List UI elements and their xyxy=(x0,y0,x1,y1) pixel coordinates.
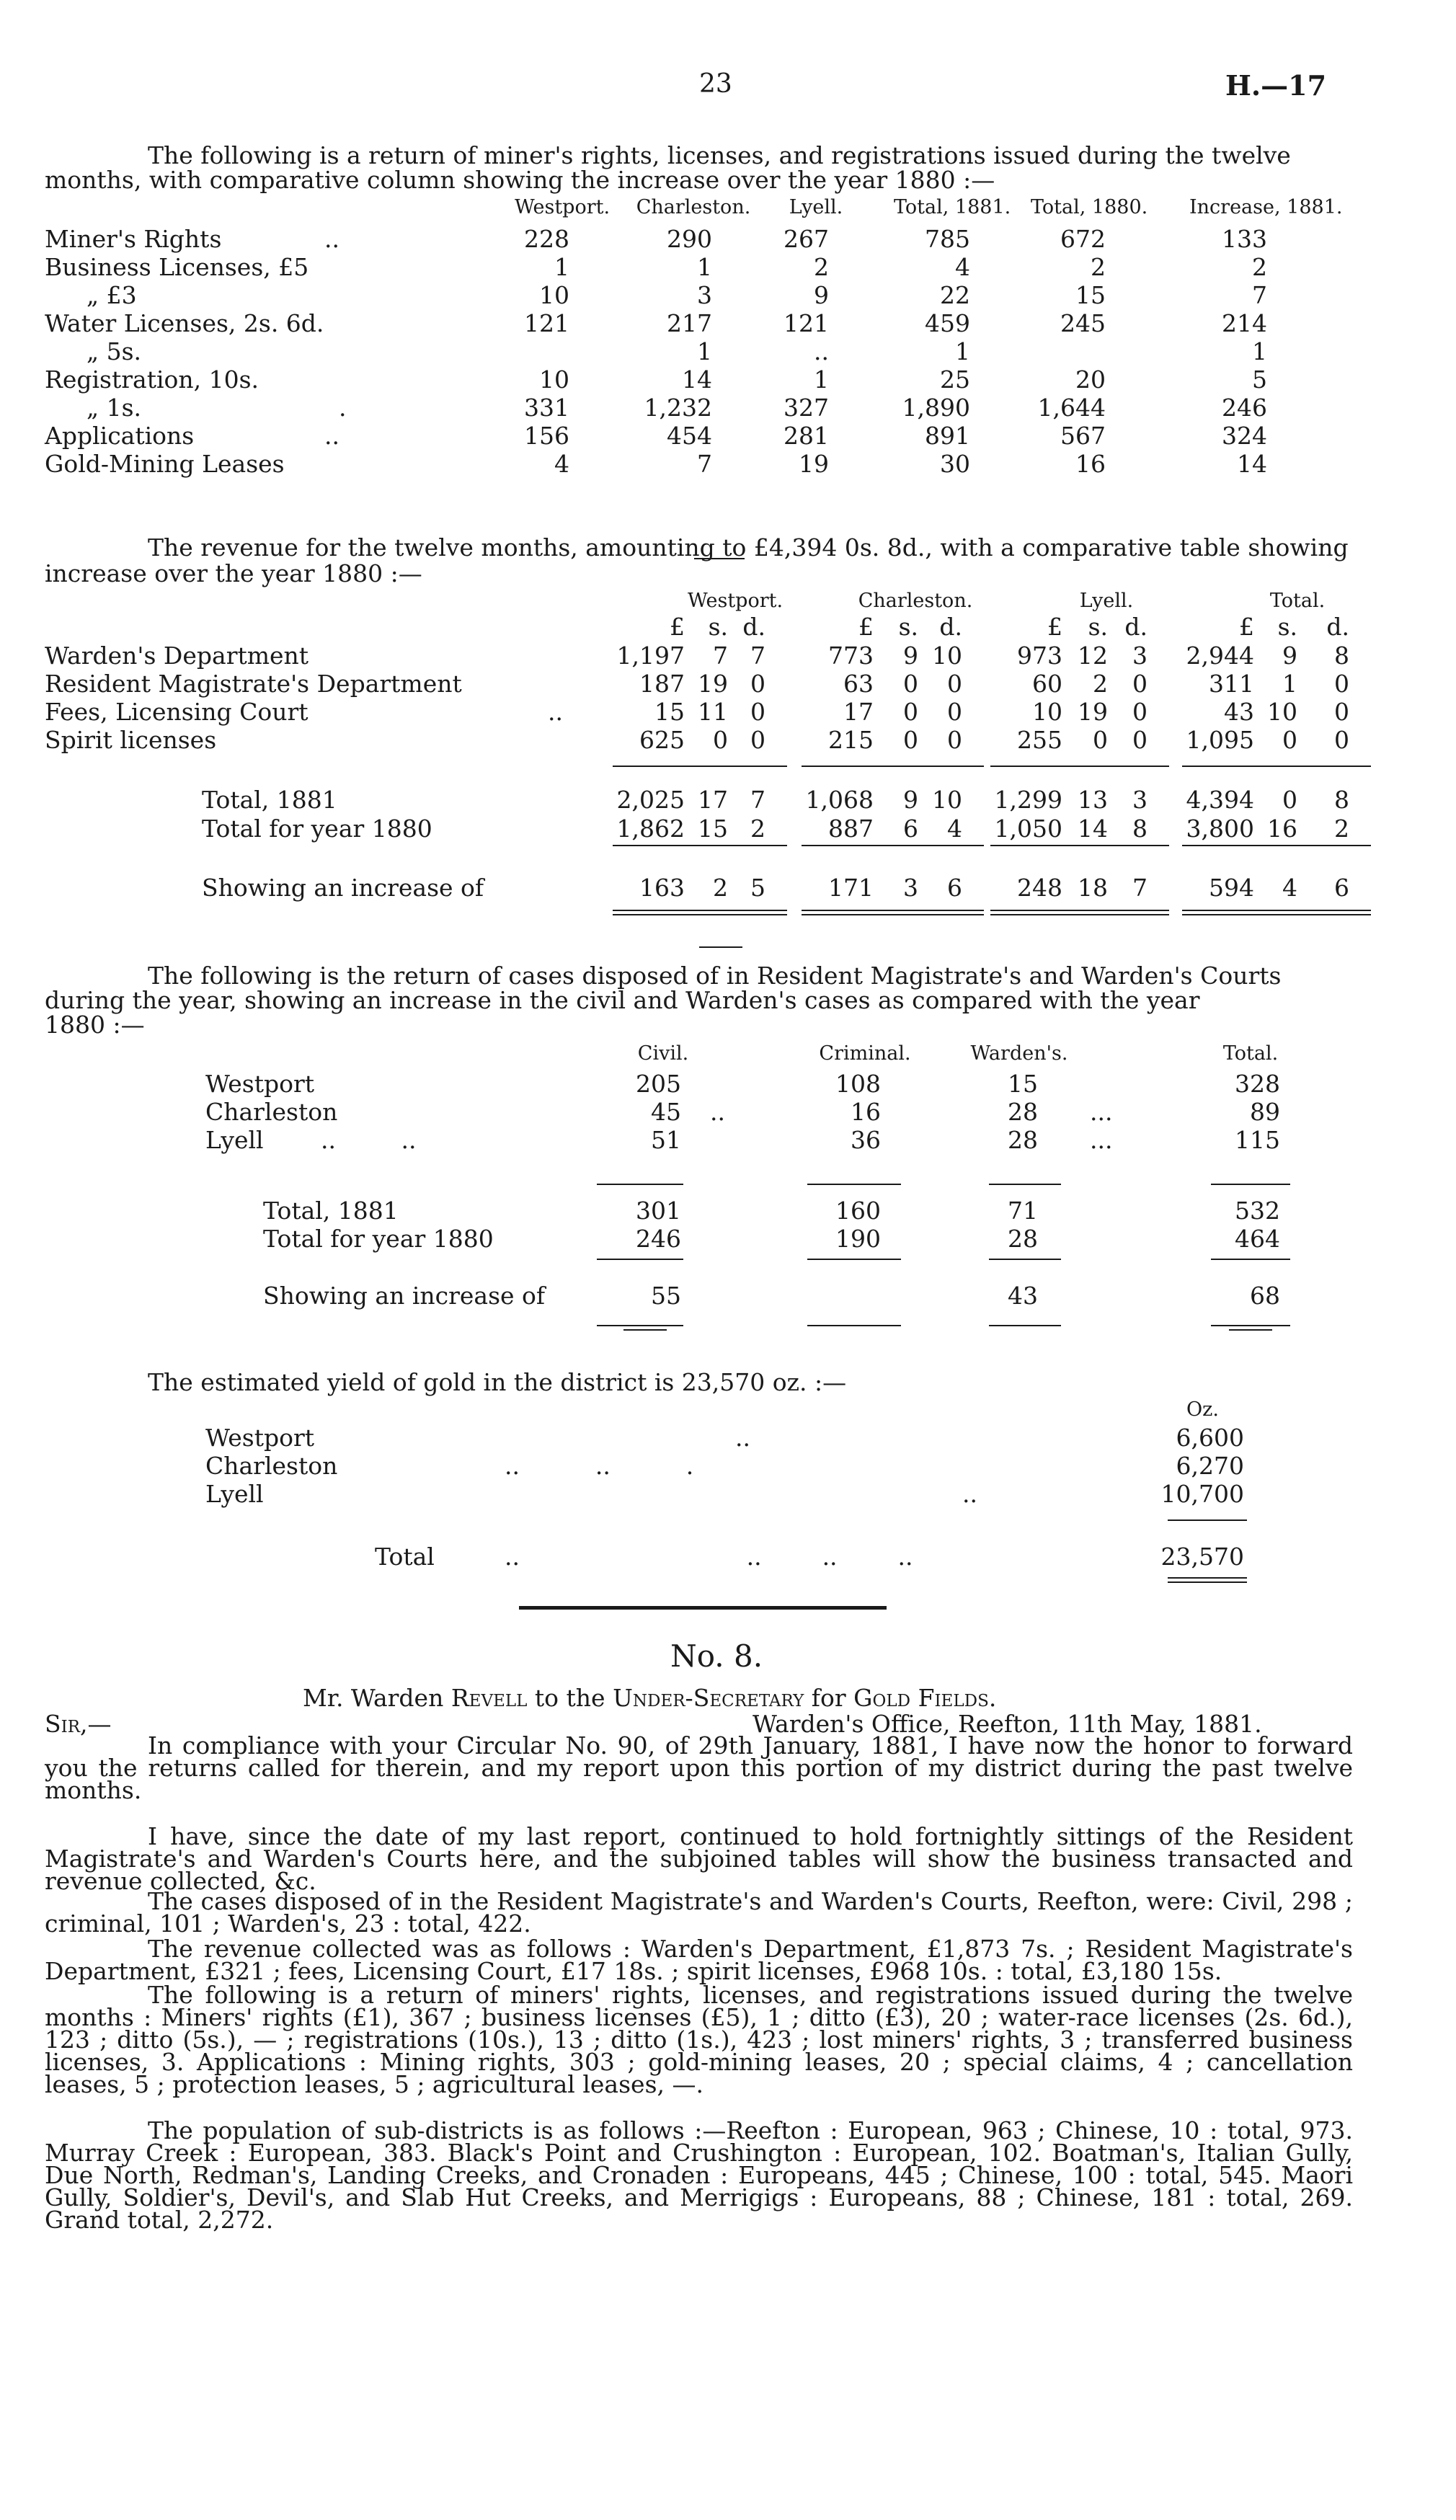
table1-row-leader: .. xyxy=(324,225,339,253)
table1-cell: 267 xyxy=(784,225,829,253)
table1-cell: 16 xyxy=(1075,450,1106,478)
table2-shillings: 9 xyxy=(1282,642,1297,670)
table1-row-label: Gold-Mining Leases xyxy=(45,450,285,478)
letter-paragraph: In compliance with your Circular No. 90, of 29th January, 1881, I have now the honor to forward you the returns called for therein, and my report upon this portion of my district during the past twelve months. xyxy=(45,1731,1353,1804)
table1-cell: 245 xyxy=(1060,309,1106,337)
table1-cell: 672 xyxy=(1060,225,1106,253)
table1-cell: 1,890 xyxy=(902,394,970,422)
table3-row-leader: ... xyxy=(1090,1098,1113,1126)
table2-row-label: Resident Magistrate's Department xyxy=(45,670,462,698)
table2-pounds: 10 xyxy=(1032,698,1062,726)
table2-pence: 3 xyxy=(1132,786,1148,814)
table3-cell: 43 xyxy=(1008,1282,1038,1310)
table1-cell: 30 xyxy=(940,450,970,478)
table4-double-rule xyxy=(1168,1577,1247,1579)
table2-pence: 0 xyxy=(1132,670,1148,698)
table3-row-leader: .. xyxy=(710,1098,725,1126)
table2-double-rule xyxy=(1182,910,1371,911)
table1-col-header: Charleston. xyxy=(636,196,751,218)
table3-cell: 160 xyxy=(835,1197,881,1225)
table1-intro-line2: months, with comparative column showing the increase over the year 1880 :— xyxy=(45,166,995,194)
table3-cell: 246 xyxy=(636,1225,681,1253)
table1-cell: 454 xyxy=(667,422,712,450)
table3-cell: 28 xyxy=(1008,1225,1038,1253)
table4-row-leader: .. .. . xyxy=(505,1452,694,1480)
table2-shillings: 13 xyxy=(1078,786,1108,814)
table1-row-label: Registration, 10s. xyxy=(45,365,259,394)
table2-unit-shillings: s. xyxy=(708,613,728,641)
table2-unit-shillings: s. xyxy=(898,613,918,641)
table2-pounds: 973 xyxy=(1017,642,1062,670)
table4-intro: The estimated yield of gold in the district is 23,570 oz. :— xyxy=(148,1368,847,1396)
table2-double-rule xyxy=(802,914,984,915)
table3-row-leader: .. .. xyxy=(321,1126,417,1154)
table2-shillings: 9 xyxy=(903,642,918,670)
table2-shillings: 7 xyxy=(713,642,728,670)
table2-top-rule xyxy=(694,558,745,559)
table1-col-header: Total, 1880. xyxy=(1031,196,1148,218)
table2-shillings: 12 xyxy=(1078,642,1108,670)
table1-cell: 459 xyxy=(925,309,970,337)
table2-shillings: 2 xyxy=(713,874,728,902)
table2-shillings: 6 xyxy=(903,815,918,843)
table2-row-leader: .. xyxy=(548,698,563,726)
table1-cell: 1 xyxy=(1252,337,1267,365)
table3-cell: 28 xyxy=(1008,1098,1038,1126)
table2-pounds: 773 xyxy=(828,642,874,670)
table1-row-label: „ £3 xyxy=(86,281,137,309)
table1-cell: 15 xyxy=(1075,281,1106,309)
table2-sum-rule xyxy=(802,845,984,846)
table2-pounds: 1,197 xyxy=(616,642,685,670)
table1-cell: 133 xyxy=(1222,225,1267,253)
table1-col-header: Increase, 1881. xyxy=(1189,196,1343,218)
table3-double-rule xyxy=(1211,1325,1290,1326)
table2-shillings: 0 xyxy=(1093,726,1108,754)
table2-pence: 6 xyxy=(1334,874,1349,902)
table2-pence: 10 xyxy=(932,642,962,670)
table1-cell: .. xyxy=(814,337,829,365)
table2-pence: 8 xyxy=(1132,815,1148,843)
table2-col-header: Westport. xyxy=(687,590,784,612)
table1-col-header: Total, 1881. xyxy=(894,196,1011,218)
table2-shillings: 0 xyxy=(903,670,918,698)
table2-pence: 0 xyxy=(1132,698,1148,726)
table2-row-label: Warden's Department xyxy=(45,642,309,670)
table4-row-label: Charleston xyxy=(205,1452,338,1480)
heading-mid: to the xyxy=(527,1684,613,1712)
table4-row-leader: .. xyxy=(735,1424,750,1452)
table1-cell: 1 xyxy=(814,365,829,394)
table2-pence: 0 xyxy=(750,698,765,726)
table3-cell: 205 xyxy=(636,1070,681,1098)
table1-cell: 327 xyxy=(784,394,829,422)
table2-pounds: 2,944 xyxy=(1186,642,1254,670)
table2-sum-rule xyxy=(802,766,984,767)
table3-sum-rule xyxy=(597,1184,683,1185)
table2-pence: 7 xyxy=(750,642,765,670)
table1-cell: 4 xyxy=(955,253,970,281)
table1-cell: 290 xyxy=(667,225,712,253)
table4-sum-rule xyxy=(1168,1519,1247,1521)
table3-intro-line3: 1880 :— xyxy=(45,1011,145,1039)
table2-shillings: 0 xyxy=(903,726,918,754)
table2-shillings: 2 xyxy=(1093,670,1108,698)
table3-cell: 532 xyxy=(1235,1197,1280,1225)
table2-double-rule xyxy=(990,910,1169,911)
table2-unit-pound: £ xyxy=(670,613,685,641)
table2-shillings: 3 xyxy=(903,874,918,902)
table3-row-leader: ... xyxy=(1090,1126,1113,1154)
table2-unit-pence: d. xyxy=(742,613,765,641)
letter-paragraph: The population of sub-districts is as follows :—Reefton : European, 963 ; Chinese, 10 : total, 973. Murray Creek : European, 383. Black's Point and Crushington : European, 102. Boatman's, Italian Gully, Due North, Redman's, Landing Creeks, and Cronaden : Europeans, 445 ; Chinese, 100 : total, 545. Maori Gully, Soldier's, Devil's, and Slab Hut Creeks, and Merrigigs : Europeans, 88 ; Chinese, 181 : total, 269. Grand total, 2,272. xyxy=(45,2116,1353,2234)
table2-intro-line2: increase over the year 1880 :— xyxy=(45,559,422,587)
table1-cell: 14 xyxy=(1237,450,1267,478)
table2-col-header: Lyell. xyxy=(1079,590,1134,612)
table1-cell: 217 xyxy=(667,309,712,337)
table2-pounds: 1,068 xyxy=(805,786,874,814)
table2-shillings: 0 xyxy=(1282,786,1297,814)
table2-unit-pound: £ xyxy=(1239,613,1254,641)
table2-shillings: 0 xyxy=(1282,726,1297,754)
heading-office: Under-Secretary xyxy=(613,1684,804,1712)
table2-pounds: 248 xyxy=(1017,874,1062,902)
table2-sum-rule xyxy=(990,766,1169,767)
table2-shillings: 14 xyxy=(1078,815,1108,843)
table1-row-leader: . xyxy=(339,394,347,422)
table2-pounds: 311 xyxy=(1209,670,1254,698)
table1-cell: 22 xyxy=(940,281,970,309)
table3-cell: 115 xyxy=(1235,1126,1280,1154)
table1-row-label: Miner's Rights xyxy=(45,225,222,253)
table2-increase-label: Showing an increase of xyxy=(202,874,484,902)
heading-end: . xyxy=(988,1684,997,1712)
letter-heading xyxy=(303,1684,996,1712)
table1-col-header: Lyell. xyxy=(789,196,843,218)
page-number: 23 xyxy=(699,69,732,99)
table2-pence: 2 xyxy=(1334,815,1349,843)
table2-sum-rule xyxy=(990,845,1169,846)
table2-pounds: 625 xyxy=(639,726,685,754)
table1-cell: 1 xyxy=(697,337,712,365)
table1-row-label: Business Licenses, £5 xyxy=(45,253,309,281)
table1-row-label: „ 1s. xyxy=(86,394,142,422)
table1-row-label: Water Licenses, 2s. 6d. xyxy=(45,309,324,337)
letter-number: No. 8. xyxy=(670,1638,763,1674)
table2-unit-pence: d. xyxy=(939,613,962,641)
table2-pence: 0 xyxy=(750,726,765,754)
table3-cell: 464 xyxy=(1235,1225,1280,1253)
table2-sum-rule xyxy=(1182,766,1371,767)
table4-total-value: 23,570 xyxy=(1160,1543,1244,1571)
table1-cell: 156 xyxy=(524,422,569,450)
table1-cell: 121 xyxy=(524,309,569,337)
separator-rule xyxy=(699,946,742,948)
table3-cell: 45 xyxy=(651,1098,681,1126)
table2-unit-pound: £ xyxy=(858,613,874,641)
table3-cell: 55 xyxy=(651,1282,681,1310)
table1-cell: 1,644 xyxy=(1037,394,1106,422)
table2-unit-pence: d. xyxy=(1326,613,1349,641)
table1-cell: 4 xyxy=(554,450,569,478)
table2-shillings: 4 xyxy=(1282,874,1297,902)
table2-pence: 0 xyxy=(1334,698,1349,726)
table2-shillings: 9 xyxy=(903,786,918,814)
table2-pence: 0 xyxy=(1334,726,1349,754)
table2-pounds: 163 xyxy=(639,874,685,902)
table4-double-rule xyxy=(1168,1581,1247,1583)
table3-sum-rule xyxy=(807,1259,901,1260)
table2-pence: 0 xyxy=(1334,670,1349,698)
table2-pounds: 63 xyxy=(843,670,874,698)
table2-pounds: 4,394 xyxy=(1186,786,1254,814)
table2-pounds: 2,025 xyxy=(616,786,685,814)
table3-intro-line2: during the year, showing an increase in the civil and Warden's cases as compared with the year xyxy=(45,986,1200,1014)
table2-shillings: 10 xyxy=(1267,698,1297,726)
table2-double-rule xyxy=(613,910,787,911)
table2-shillings: 19 xyxy=(698,670,728,698)
table3-double-rule xyxy=(989,1325,1061,1326)
table4-total-label: Total xyxy=(375,1543,435,1571)
table2-shillings: 1 xyxy=(1282,670,1297,698)
table2-unit-pound: £ xyxy=(1047,613,1062,641)
table2-pence: 0 xyxy=(947,698,962,726)
table1-row-label: „ 5s. xyxy=(86,337,142,365)
table2-total-label: Total, 1881 xyxy=(202,786,337,814)
table2-shillings: 0 xyxy=(903,698,918,726)
table3-col-header: Warden's. xyxy=(970,1042,1068,1065)
table3-col-header: Criminal. xyxy=(819,1042,911,1065)
heading-name: Revell xyxy=(450,1684,528,1712)
table3-cell: 15 xyxy=(1008,1070,1038,1098)
table1-cell: 25 xyxy=(940,365,970,394)
table2-pence: 4 xyxy=(947,815,962,843)
table3-cell: 28 xyxy=(1008,1126,1038,1154)
letter-paragraph: The revenue collected was as follows : Warden's Department, £1,873 7s. ; Resident Magistrate's Department, £321 ; fees, Licensing Court, £17 18s. ; spirit licenses, £968 10s. : total, £3,180 15s. xyxy=(45,1935,1353,1985)
table1-cell: 331 xyxy=(524,394,569,422)
table1-row-label: Applications xyxy=(45,422,195,450)
table2-shillings: 18 xyxy=(1078,874,1108,902)
table2-pence: 3 xyxy=(1132,642,1148,670)
table2-sum-rule xyxy=(1182,845,1371,846)
table1-cell: 1 xyxy=(554,253,569,281)
table3-sum-rule xyxy=(989,1184,1061,1185)
heading-post: for xyxy=(804,1684,854,1712)
table1-cell: 10 xyxy=(539,365,569,394)
table1-cell: 785 xyxy=(925,225,970,253)
table3-double-rule xyxy=(1229,1329,1272,1331)
table2-pence: 2 xyxy=(750,815,765,843)
table3-row-label: Charleston xyxy=(205,1098,338,1126)
table2-shillings: 19 xyxy=(1078,698,1108,726)
table1-row-leader: .. xyxy=(324,422,339,450)
table3-cell: 68 xyxy=(1250,1282,1280,1310)
table3-double-rule xyxy=(623,1329,667,1331)
heading-dept: Gold Fields xyxy=(853,1684,989,1712)
table4-row-label: Westport xyxy=(205,1424,314,1452)
letter-paragraph: The following is a return of miners' rights, licenses, and registrations issued during the twelve months : Miners' rights (£1), 367 ; business licenses (£5), 1 ; ditto (£3), 20 ; water-race licenses (2s. 6d.), 123 ; ditto (5s.), — ; registrations (10s.), 13 ; ditto (1s.), 423 ; lost miners' rights, 3 ; transferred business licenses, 3. Applications : Mining rights, 303 ; gold-mining leases, 20 ; special claims, 4 ; cancellation leases, 5 ; protection leases, 5 ; agricultural leases, —. xyxy=(45,1981,1353,2098)
table1-cell: 2 xyxy=(1252,253,1267,281)
table1-cell: 567 xyxy=(1060,422,1106,450)
letter-address: Warden's Office, Reefton, 11th May, 1881. xyxy=(753,1710,1262,1738)
table1-cell: 19 xyxy=(799,450,829,478)
table3-increase-label: Showing an increase of xyxy=(263,1282,546,1310)
table2-pounds: 60 xyxy=(1032,670,1062,698)
table2-pounds: 15 xyxy=(654,698,685,726)
table3-cell: 16 xyxy=(851,1098,881,1126)
table2-pence: 6 xyxy=(947,874,962,902)
table3-sum-rule xyxy=(597,1259,683,1260)
table2-pence: 0 xyxy=(947,670,962,698)
document-code: H.—17 xyxy=(1225,69,1327,102)
table2-pounds: 43 xyxy=(1224,698,1254,726)
table1-cell: 2 xyxy=(1091,253,1106,281)
table2-intro-line1: The revenue for the twelve months, amounting to £4,394 0s. 8d., with a comparative table showing xyxy=(148,533,1349,562)
table2-unit-shillings: s. xyxy=(1088,613,1108,641)
table2-shillings: 0 xyxy=(713,726,728,754)
table1-cell: 1 xyxy=(955,337,970,365)
table4-value: 6,270 xyxy=(1176,1452,1244,1480)
table2-pence: 7 xyxy=(750,786,765,814)
table1-cell: 214 xyxy=(1222,309,1267,337)
table3-col-header: Civil. xyxy=(637,1042,689,1065)
table2-pence: 0 xyxy=(947,726,962,754)
table2-pounds: 1,299 xyxy=(994,786,1062,814)
table2-pence: 10 xyxy=(932,786,962,814)
table2-pounds: 887 xyxy=(828,815,874,843)
table1-cell: 7 xyxy=(1252,281,1267,309)
table3-sum-rule xyxy=(989,1259,1061,1260)
table4-value: 6,600 xyxy=(1176,1424,1244,1452)
table1-cell: 2 xyxy=(814,253,829,281)
letter-paragraph: The cases disposed of in the Resident Magistrate's and Warden's Courts, Reefton, were: Civil, 298 ; criminal, 101 ; Warden's, 23 : total, 422. xyxy=(45,1887,1353,1938)
table2-shillings: 11 xyxy=(698,698,728,726)
section-divider xyxy=(519,1606,887,1610)
table1-cell: 10 xyxy=(539,281,569,309)
table1-col-header: Westport. xyxy=(514,196,611,218)
table2-pounds: 187 xyxy=(639,670,685,698)
table3-cell: 190 xyxy=(835,1225,881,1253)
table2-double-rule xyxy=(1182,914,1371,915)
table2-shillings: 17 xyxy=(698,786,728,814)
table2-pounds: 255 xyxy=(1017,726,1062,754)
table3-row-label: Westport xyxy=(205,1070,314,1098)
table3-cell: 51 xyxy=(651,1126,681,1154)
table2-double-rule xyxy=(990,914,1169,915)
table3-intro-line1: The following is the return of cases disposed of in Resident Magistrate's and Warden's Courts xyxy=(148,962,1282,990)
table1-cell: 324 xyxy=(1222,422,1267,450)
table3-sum-rule xyxy=(807,1184,901,1185)
table1-cell: 891 xyxy=(925,422,970,450)
table2-sum-rule xyxy=(613,766,787,767)
table3-col-header: Total. xyxy=(1222,1042,1279,1065)
letter-paragraph: I have, since the date of my last report, continued to hold fortnightly sittings of the Resident Magistrate's and Warden's Courts here, and the subjoined tables will show the business transacted and revenue collected, &c. xyxy=(45,1822,1353,1895)
table2-pounds: 594 xyxy=(1209,874,1254,902)
table2-shillings: 15 xyxy=(698,815,728,843)
table1-cell: 1 xyxy=(697,253,712,281)
table3-row-label: Lyell xyxy=(205,1126,264,1154)
table2-pence: 7 xyxy=(1132,874,1148,902)
table1-cell: 246 xyxy=(1222,394,1267,422)
table1-cell: 20 xyxy=(1075,365,1106,394)
table2-double-rule xyxy=(613,914,787,915)
table2-pence: 8 xyxy=(1334,786,1349,814)
table2-pence: 0 xyxy=(750,670,765,698)
table2-unit-pence: d. xyxy=(1124,613,1148,641)
table3-cell: 71 xyxy=(1008,1197,1038,1225)
table3-cell: 301 xyxy=(636,1197,681,1225)
table3-sum-rule xyxy=(1211,1184,1290,1185)
table2-sum-rule xyxy=(613,845,787,846)
table2-shillings: 16 xyxy=(1267,815,1297,843)
table2-pounds: 1,095 xyxy=(1186,726,1254,754)
table1-cell: 281 xyxy=(784,422,829,450)
table3-total-label: Total, 1881 xyxy=(263,1197,399,1225)
table2-pounds: 171 xyxy=(828,874,874,902)
table2-col-header: Charleston. xyxy=(858,590,973,612)
table2-unit-shillings: s. xyxy=(1277,613,1297,641)
heading-pre: Mr. Warden xyxy=(303,1684,451,1712)
table2-double-rule xyxy=(802,910,984,911)
table3-cell: 89 xyxy=(1250,1098,1280,1126)
table1-cell: 121 xyxy=(784,309,829,337)
table2-pounds: 3,800 xyxy=(1186,815,1254,843)
table3-sum-rule xyxy=(1211,1259,1290,1260)
table3-total-label: Total for year 1880 xyxy=(263,1225,494,1253)
table3-double-rule xyxy=(597,1325,683,1326)
table4-row-label: Lyell xyxy=(205,1480,264,1508)
table1-cell: 5 xyxy=(1252,365,1267,394)
table1-cell: 3 xyxy=(697,281,712,309)
table4-total-leader: .. .. .. .. xyxy=(505,1543,913,1571)
table1-intro-line1: The following is a return of miner's rights, licenses, and registrations issued during the twelve xyxy=(148,141,1291,169)
table1-cell: 9 xyxy=(814,281,829,309)
table2-row-label: Spirit licenses xyxy=(45,726,217,754)
table3-double-rule xyxy=(807,1325,901,1326)
table4-value: 10,700 xyxy=(1160,1480,1244,1508)
table2-pounds: 1,050 xyxy=(994,815,1062,843)
table4-row-leader: .. xyxy=(962,1480,977,1508)
table2-pence: 5 xyxy=(750,874,765,902)
table1-cell: 14 xyxy=(682,365,712,394)
table1-cell: 1,232 xyxy=(644,394,712,422)
salutation: Sir,— xyxy=(45,1710,112,1738)
table2-pounds: 1,862 xyxy=(616,815,685,843)
table3-cell: 108 xyxy=(835,1070,881,1098)
table2-pounds: 17 xyxy=(843,698,874,726)
table2-row-label: Fees, Licensing Court xyxy=(45,698,308,726)
table1-cell: 7 xyxy=(697,450,712,478)
table4-unit: Oz. xyxy=(1186,1398,1219,1421)
table2-total-label: Total for year 1880 xyxy=(202,815,432,843)
table1-cell: 228 xyxy=(524,225,569,253)
table2-col-header: Total. xyxy=(1269,590,1326,612)
table3-cell: 36 xyxy=(851,1126,881,1154)
table2-pence: 8 xyxy=(1334,642,1349,670)
table2-pence: 0 xyxy=(1132,726,1148,754)
table2-pounds: 215 xyxy=(828,726,874,754)
table3-cell: 328 xyxy=(1235,1070,1280,1098)
